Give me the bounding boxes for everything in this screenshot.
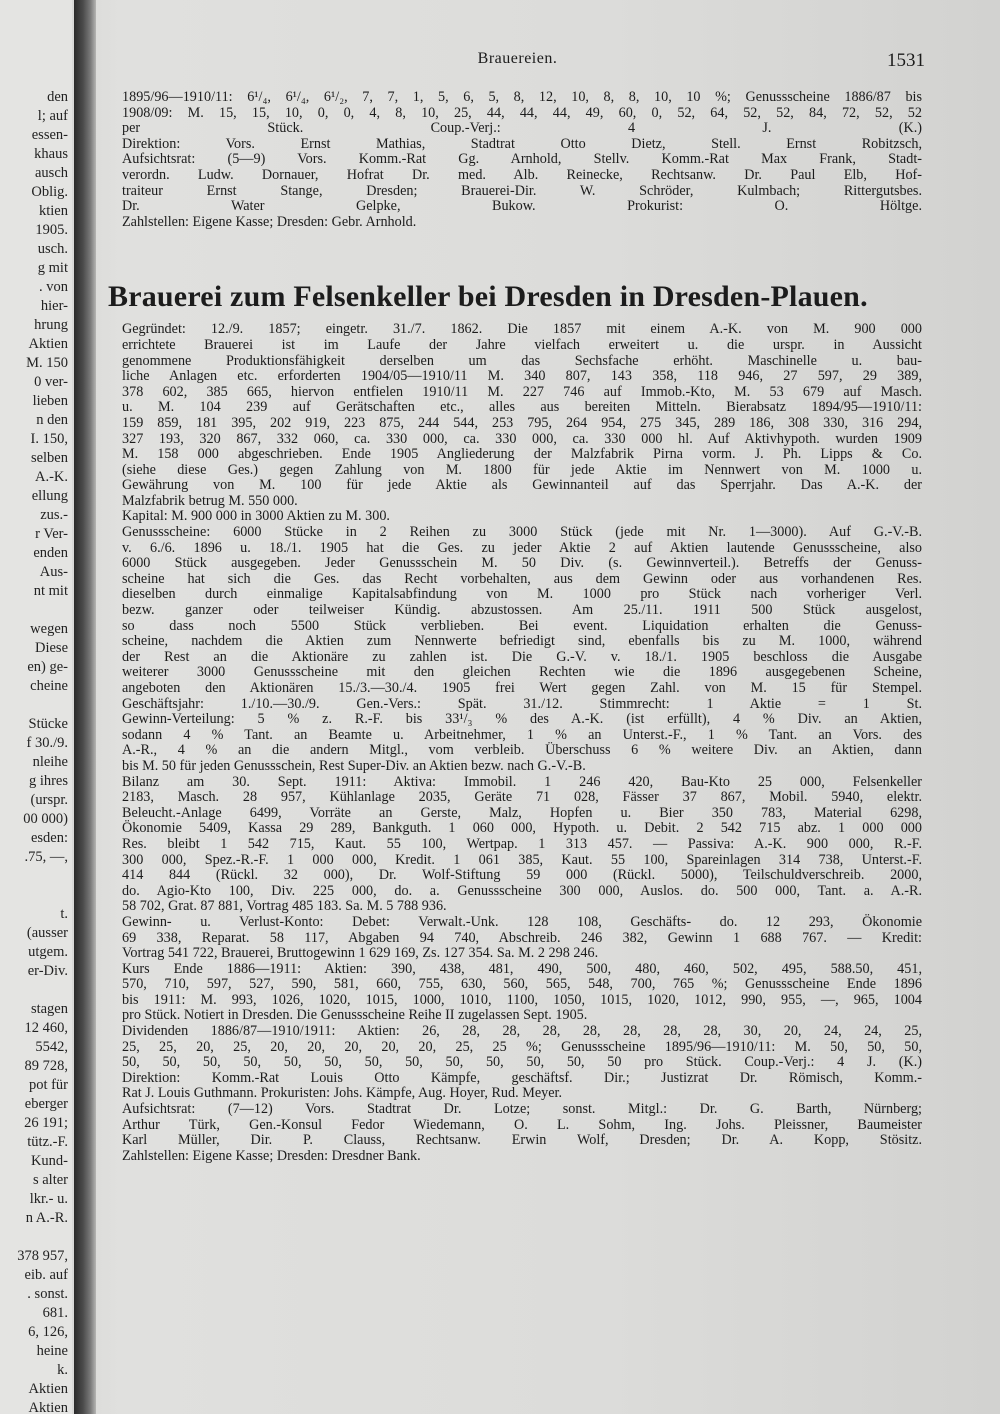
entry-line: Bilanz am 30. Sept. 1911: Aktiva: Immobil. 1 246 420, Bau-Kto 25 000, Felsenkeller: [122, 773, 922, 790]
entry-line: Aufsichtsrat: (7—12) Vors. Stadtrat Dr. Lotze; sonst. Mitgl.: Dr. G. Barth, Nürnberg;: [122, 1101, 922, 1118]
margin-fragment: tütz.-F.: [27, 1134, 68, 1150]
margin-fragment: en) ge-: [27, 659, 68, 675]
margin-fragment: zus.-: [40, 507, 68, 523]
entry-line: bis M. 50 für jeden Genussschein, Rest Super-Div. an Aktien bezw. nach G.-V.-B.: [122, 757, 586, 774]
margin-fragment: Stücke: [28, 716, 68, 732]
company-title: Brauerei zum Felsenkeller bei Dresden in Dresden-Plauen.: [108, 280, 868, 314]
margin-fragment: Aktien: [28, 1381, 68, 1397]
margin-fragment: essen-: [31, 127, 68, 143]
margin-fragment: Kund-: [30, 1153, 68, 1169]
margin-fragment: t.: [60, 906, 68, 922]
entry-line: Kurs Ende 1886—1911: Aktien: 390, 438, 481, 490, 500, 480, 460, 502, 495, 588.50, 451,: [122, 960, 922, 977]
entry-line: bezw. ganzer oder teilweiser Kündig. abzustossen. Am 25./11. 1911 500 Stück ausgelost,: [122, 602, 922, 619]
prev-entry-line: 1895/96—1910/11: 6¹/₄, 6¹/₄, 6¹/₂, 7, 7, 1, 5, 6, 5, 8, 12, 10, 8, 8, 10, 10 %; Genussscheine 1886/87 bis: [122, 89, 922, 105]
margin-fragment: selben: [30, 450, 68, 466]
prev-entry-line: Direktion: Vors. Ernst Mathias, Stadtrat Otto Dietz, Stell. Ernst Robitzsch,: [122, 135, 922, 152]
margin-fragment: I. 150,: [30, 431, 68, 447]
margin-fragment: 00 000): [23, 811, 68, 827]
margin-fragment: l; auf: [37, 108, 68, 124]
entry-line: Gewährung von M. 100 für jede Aktie als Gewinnanteil auf das Sperrjahr. Das A.-K. der: [122, 477, 922, 494]
margin-fragment: ausch: [34, 165, 68, 181]
margin-fragment: (urspr.: [30, 792, 68, 808]
prev-entry-line: 1908/09: M. 15, 15, 10, 0, 0, 4, 8, 10, 25, 44, 44, 44, 49, 60, 0, 52, 64, 52, 52, 84, 72, 52, 52: [122, 104, 922, 121]
margin-fragment: usch.: [37, 241, 68, 257]
previous-page-margin: [0, 0, 72, 1414]
entry-line: A.-R., 4 % an die andern Mitgl., vom verbleib. Überschuss 6 % weitere Div. an Aktien, dann: [122, 742, 922, 759]
entry-line: Res. bleibt 1 542 715, Kaut. 55 100, Wertpap. 1 313 457. — Passiva: A.-K. 900 000, R.-F.: [122, 835, 922, 852]
entry-line: 25, 25, 20, 25, 20, 20, 20, 20, 20, 25, 25 %; Genussscheine 1895/96—1910/11: M. 50, 50, 50,: [122, 1038, 922, 1055]
margin-fragment: den: [47, 89, 68, 105]
prev-entry-line: Zahlstellen: Eigene Kasse; Dresden: Gebr. Arnhold.: [122, 213, 417, 230]
margin-fragment: cheine: [30, 678, 68, 694]
prev-entry-line: per Stück. Coup.-Verj.: 4 J. (K.): [122, 120, 922, 137]
entry-line: 300 000, Spez.-R.-F. 1 000 000, Kredit. 1 061 385, Kaut. 55 100, Spareinlagen 314 738, Unterst.-F.: [122, 851, 922, 868]
margin-fragment: Aktien: [28, 336, 68, 352]
margin-fragment: hrung: [34, 317, 68, 333]
running-title: Brauereien.: [477, 50, 558, 67]
entry-line: 378 602, 385 665, hiervon entfielen 1910/11 M. 227 746 auf Immob.-Kto, M. 53 679 auf Masch.: [122, 383, 922, 400]
entry-line: weiterer 3000 Genussscheine mit den gleichen Rechten wie die 1896 ausgegebenen Scheine,: [122, 664, 922, 681]
entry-line: Beleucht.-Anlage 6499, Vorräte an Gerste, Malz, Hopfen u. Bier 350 783, Material 6298,: [122, 804, 922, 821]
entry-line: Gewinn- u. Verlust-Konto: Debet: Verwalt.-Unk. 128 108, Geschäfts- do. 12 293, Ökonomie: [122, 913, 922, 930]
margin-fragment: . von: [39, 279, 68, 295]
prev-entry-line: Aufsichtsrat: (5—9) Vors. Komm.-Rat Gg. Arnhold, Stellv. Komm.-Rat Max Frank, Stadt-: [122, 151, 922, 168]
margin-fragment: khaus: [34, 146, 68, 162]
margin-fragment: M. 150: [26, 355, 68, 371]
entry-line: so dass noch 5500 Stück verblieben. Bei event. Liquidation erhalten die Genuss-: [122, 617, 922, 634]
entry-line: errichtete Brauerei ist im Laufe der Jahre vielfach erweitert u. die urspr. in Aussicht: [122, 336, 922, 353]
entry-line: angeboten den Aktionären 15./3.—30./4. 1905 frei Wert gegen Zahl. von M. 15 für Stempel.: [122, 680, 922, 696]
entry-line: Genussscheine: 6000 Stücke in 2 Reihen zu 3000 Stück (jede mit Nr. 1—3000). Auf G.-V.-B.: [122, 524, 922, 541]
page-number: 1531: [887, 50, 925, 71]
page-header: [110, 46, 925, 76]
entry-section: [122, 1102, 922, 1164]
margin-fragment: lkr.- u.: [29, 1191, 68, 1207]
margin-fragment: Oblig.: [31, 184, 68, 200]
margin-fragment: lieben: [32, 393, 68, 409]
entry-line: 570, 710, 597, 527, 590, 581, 660, 755, 630, 560, 565, 548, 700, 765 %; Genussscheine Ende 1896: [122, 976, 922, 993]
entry-line: Dividenden 1886/87—1910/1911: Aktien: 26, 28, 28, 28, 28, 28, 28, 28, 30, 20, 24, 24, 25,: [122, 1023, 922, 1040]
margin-fragment: er-Div.: [27, 963, 68, 979]
entry-section: [122, 1024, 922, 1102]
entry-line: Karl Müller, Dir. P. Clauss, Rechtsanw. Erwin Wolf, Dresden; Dr. A. Kopp, Stösitz.: [122, 1132, 922, 1149]
margin-fragment: nleihe: [32, 754, 68, 770]
margin-fragment: 26 191;: [24, 1115, 68, 1131]
margin-fragment: esden:: [30, 830, 68, 846]
entry-line: Zahlstellen: Eigene Kasse; Dresden: Dresdner Bank.: [122, 1147, 421, 1164]
entry-line: bis 1911: M. 993, 1026, 1020, 1015, 1000, 1010, 1100, 1050, 1015, 1020, 1012, 990, 955, —, 965, 1004: [122, 991, 922, 1008]
entry-section: [122, 322, 922, 509]
page-content: [108, 89, 922, 1164]
entry-line: sodann 4 % Tant. an Beamte u. Arbeitnehmer, 1 % an Unterst.-F., 1 % Tant. an Vors. des: [122, 726, 922, 743]
margin-fragment: 681.: [42, 1305, 68, 1321]
entry-line: do. Agio-Kto 100, Div. 225 000, do. a. Genussscheine 300 000, Auslos. do. 500 000, Tant. a. A.-R.: [122, 882, 922, 899]
margin-fragment: nt mit: [33, 583, 68, 599]
margin-fragment: f 30./9.: [26, 735, 68, 751]
entry-section: [122, 915, 922, 962]
entry-line: 69 338, Reparat. 58 117, Abgaben 94 740, Abschreib. 246 382, Gewinn 1 688 767. — Kredit:: [122, 929, 922, 946]
margin-fragment: ellung: [31, 488, 68, 504]
entry-line: Malzfabrik betrug M. 550 000.: [122, 492, 298, 509]
margin-fragment: enden: [33, 545, 68, 561]
entry-line: pro Stück. Notiert in Dresden. Die Genussscheine Reihe II zugelassen Sept. 1905.: [122, 1007, 588, 1024]
entry-line: Geschäftsjahr: 1./10.—30./9. Gen.-Vers.: Spät. 31./12. Stimmrecht: 1 Aktie = 1 St.: [122, 695, 922, 712]
margin-fragment: n den: [36, 412, 68, 428]
entry-line: u. M. 104 239 auf Gerätschaften etc., alles aus bereiten Mitteln. Bierabsatz 1894/95—1910/11:: [122, 399, 922, 416]
margin-fragment: r Ver-: [35, 526, 68, 542]
entry-line: v. 6./6. 1896 u. 18./1. 1905 hat die Ges. zu jeder Aktie 2 auf Aktien lautende Genussscheine, also: [122, 539, 922, 556]
entry-line: Gegründet: 12./9. 1857; eingetr. 31./7. 1862. Die 1857 mit einem A.-K. von M. 900 000: [122, 321, 922, 338]
margin-fragment: Diese: [34, 640, 68, 656]
margin-fragment: 5542,: [35, 1039, 68, 1055]
margin-fragment: k.: [57, 1362, 68, 1378]
entry-line: (siehe diese Ges.) gegen Zahlung von M. 1800 für jede Aktie im Nennwert von M. 1000 u.: [122, 461, 922, 478]
prev-entry-line: Dr. Water Gelpke, Bukow. Prokurist: O. Höltge.: [122, 198, 922, 215]
entry-section: [122, 775, 922, 915]
entry-line: Direktion: Komm.-Rat Louis Otto Kämpfe, geschäftsf. Dir.; Justizrat Dr. Römisch, Komm.-: [122, 1069, 922, 1086]
entry-section: [122, 962, 922, 1024]
prev-entry-line: verordn. Ludw. Dornauer, Hofrat Dr. med. Alb. Reinecke, Rechtsanw. Dr. Paul Elb, Hof-: [122, 166, 922, 183]
entry-line: 58 702, Grat. 87 881, Vortrag 485 183. Sa. M. 5 788 936.: [122, 898, 447, 915]
margin-fragment: 378 957,: [17, 1248, 68, 1264]
entry-line: M. 158 000 abgeschrieben. Ende 1905 Angliederung der Malzfabrik Pirna vorm. J. Ph. Lipps & Co.: [122, 446, 922, 463]
margin-fragment: hier-: [40, 298, 68, 314]
entry-line: scheine, nachdem die Aktien zum Nennwerte befriedigt sind, ebenfalls bis zu M. 1000, während: [122, 633, 922, 650]
entry-line: Rat J. Louis Guthmann. Prokuristen: Johs. Kämpfe, Aug. Hoyer, Rud. Meyer.: [122, 1085, 562, 1102]
margin-fragment: 89 728,: [24, 1058, 68, 1074]
margin-fragment: eberger: [24, 1096, 68, 1112]
entry-line: Kapital: M. 900 000 in 3000 Aktien zu M. 300.: [122, 508, 390, 525]
margin-fragment: 12 460,: [24, 1020, 68, 1036]
margin-fragment: pot für: [28, 1077, 68, 1093]
entry-line: 327 193, 320 867, 332 060, ca. 330 000, ca. 330 000, ca. 330 000 hl. Auf Aktivhypoth. wurden 1909: [122, 430, 922, 447]
previous-entry-tail: [122, 90, 922, 230]
entry-line: Gewinn-Verteilung: 5 % z. R.-F. bis 33¹/₃ % des A.-K. (ist erfüllt), 4 % Div. an Aktien,: [122, 711, 922, 728]
entry-section: [122, 509, 922, 525]
margin-fragment: wegen: [30, 621, 68, 637]
margin-fragment: A.-K.: [34, 469, 68, 485]
margin-fragment: g ihres: [28, 773, 68, 789]
entry-line: 50, 50, 50, 50, 50, 50, 50, 50, 50, 50, 50, 50, 50 pro Stück. Coup.-Verj.: 4 J. (K.): [122, 1054, 922, 1071]
margin-fragment: eib. auf: [24, 1267, 68, 1283]
margin-fragment: 6, 126,: [28, 1324, 68, 1340]
entry-line: der Rest an die Aktionäre zu zahlen ist. Die G.-V. v. 18./1. 1905 beschloss die Ausgabe: [122, 648, 922, 665]
margin-fragment: . sonst.: [27, 1286, 68, 1302]
margin-fragment: 1905.: [35, 222, 68, 238]
entry-line: Vortrag 541 722, Brauerei, Bruttogewinn 1 629 169, Zs. 127 354. Sa. M. 2 298 246.: [122, 945, 599, 962]
margin-fragment: (ausser: [26, 925, 68, 941]
entry-line: 6000 Stück ausgegeben. Jeder Genussschein M. 50 Div. (s. Gewinnverteil.). Betreffs der Genuss-: [122, 555, 922, 572]
margin-fragment: .75, —,: [24, 849, 68, 865]
entry-line: 2183, Masch. 28 957, Kühlanlage 2035, Geräte 71 028, Fässer 37 867, Mobil. 5940, elektr.: [122, 789, 922, 806]
entry-line: dieselben durch einmalige Kapitalsabfindung von M. 1000 pro Stück nach vorheriger Verl.: [122, 586, 922, 603]
margin-fragment: heine: [36, 1343, 68, 1359]
book-gutter: [74, 0, 96, 1414]
company-entry: [122, 322, 922, 1164]
entry-line: 159 859, 181 395, 202 919, 223 875, 244 544, 253 795, 264 954, 275 345, 289 186, 308 330, 316 294,: [122, 414, 922, 431]
margin-fragment: Aus-: [39, 564, 68, 580]
entry-line: genommene Produktionsfähigkeit derselben um das Sechsfache erhöht. Maschinelle u. bau-: [122, 352, 922, 369]
margin-fragment: ktien: [39, 203, 68, 219]
margin-fragment: Aktien: [28, 1400, 68, 1414]
prev-entry-line: traiteur Ernst Stange, Dresden; Brauerei-Dir. W. Schröder, Kulmbach; Rittergutsbes.: [122, 182, 922, 199]
entry-line: scheine hat sich die Ges. das Recht vorbehalten, aus dem Gewinn oder aus vorhandenen Res.: [122, 570, 922, 587]
margin-fragment: s alter: [32, 1172, 68, 1188]
margin-fragment: stagen: [30, 1001, 68, 1017]
entry-line: liche Anlagen etc. erforderten 1904/05—1910/11 M. 340 807, 143 358, 118 946, 27 597, 29 389,: [122, 368, 922, 385]
entry-line: Arthur Türk, Gen.-Konsul Fedor Wiedemann, O. L. Sohm, Ing. Johs. Pleissner, Baumeister: [122, 1116, 922, 1133]
entry-line: Ökonomie 5409, Kassa 29 289, Bankguth. 1 060 000, Hypoth. u. Debit. 2 542 715 abz. 1 000 000: [122, 820, 922, 837]
margin-fragment: 0 ver-: [34, 374, 68, 390]
margin-fragment: g mit: [37, 260, 68, 276]
entry-line: 414 844 (Rückl. 32 000), Dr. Wolf-Stiftung 59 000 (Rückl. 5000), Teilschuldverschreib. 2000,: [122, 867, 922, 884]
margin-fragment: n A.-R.: [25, 1210, 68, 1226]
entry-section: [122, 525, 922, 775]
margin-fragment: utgem.: [28, 944, 68, 960]
